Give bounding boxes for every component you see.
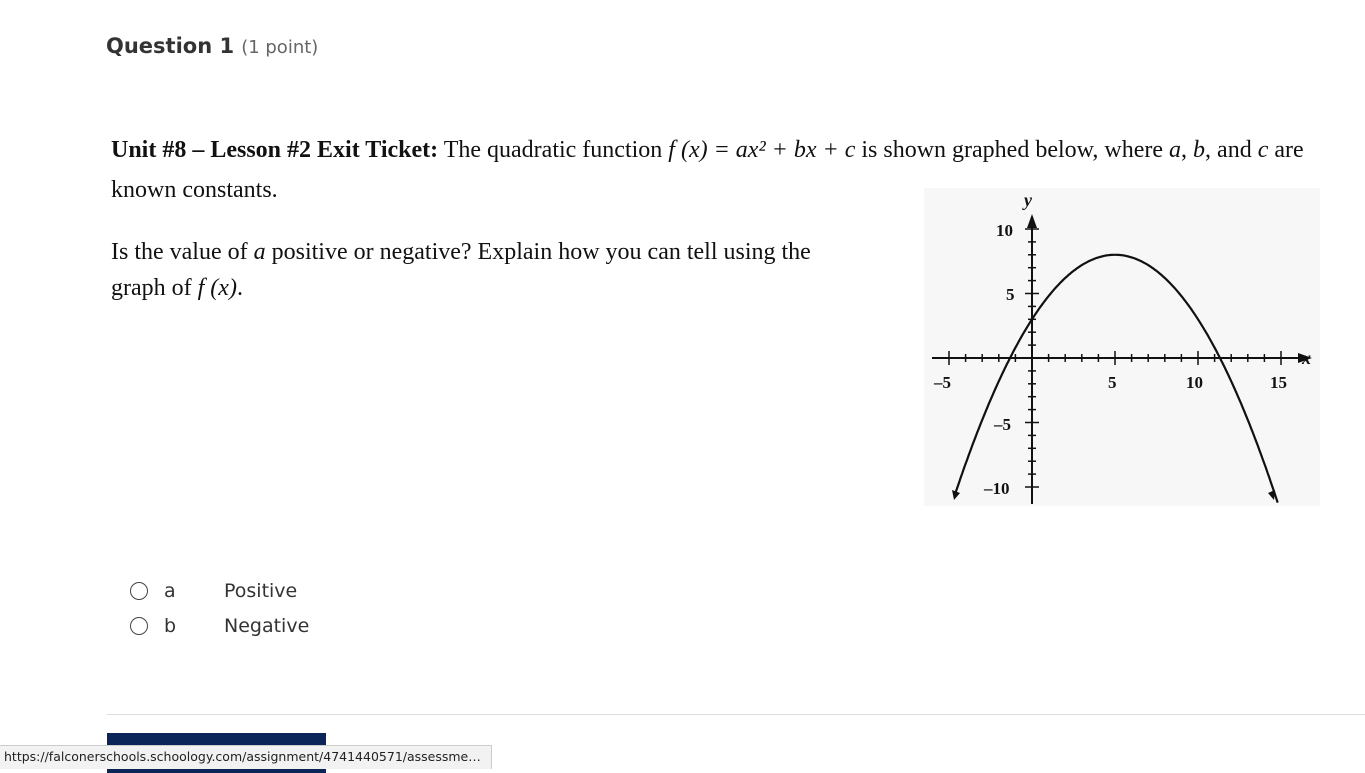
choice-letter: b [164, 614, 177, 637]
divider [107, 714, 1365, 715]
choice-letter: a [164, 579, 176, 602]
choice-negative[interactable] [130, 608, 309, 643]
question-title: Question 1 [106, 34, 235, 58]
parabola-graph [924, 188, 1320, 506]
answer-choices [130, 573, 309, 643]
x-tick-label: 15 [1270, 373, 1287, 392]
radio-button[interactable] [130, 582, 148, 600]
choice-positive[interactable] [130, 573, 309, 608]
question-stem: Unit #8 – Lesson #2 Exit Ticket: The quadratic function f (x) = ax² + bx + c is shown graphed below, where a, b, and c are known constants. [111, 137, 1304, 203]
choice-label: Negative [224, 614, 310, 637]
question-prompt: Is the value of a positive or negative? Explain how you can tell using the graph of f (x). [111, 239, 811, 301]
radio-button[interactable] [130, 617, 148, 635]
function-formula: f (x) = ax² + bx + c [668, 137, 856, 163]
lesson-label: Unit #8 – Lesson #2 Exit Ticket: [111, 137, 439, 163]
x-tick-label: 10 [1186, 373, 1203, 392]
y-tick-label: –5 [994, 415, 1011, 434]
y-axis-label: y [1024, 190, 1032, 210]
y-tick-label: 5 [1006, 285, 1015, 304]
x-axis-label: x [1302, 348, 1311, 368]
question-header [106, 34, 318, 58]
y-tick-label: –10 [984, 479, 1010, 498]
y-tick-label: 10 [996, 221, 1013, 240]
status-bar-url: https://falconerschools.schoology.com/assignment/4741440571/assessme… [0, 745, 492, 769]
x-tick-label: 5 [1108, 373, 1117, 392]
x-tick-label: –5 [934, 373, 951, 392]
choice-label: Positive [224, 579, 298, 602]
question-points: (1 point) [241, 37, 319, 58]
